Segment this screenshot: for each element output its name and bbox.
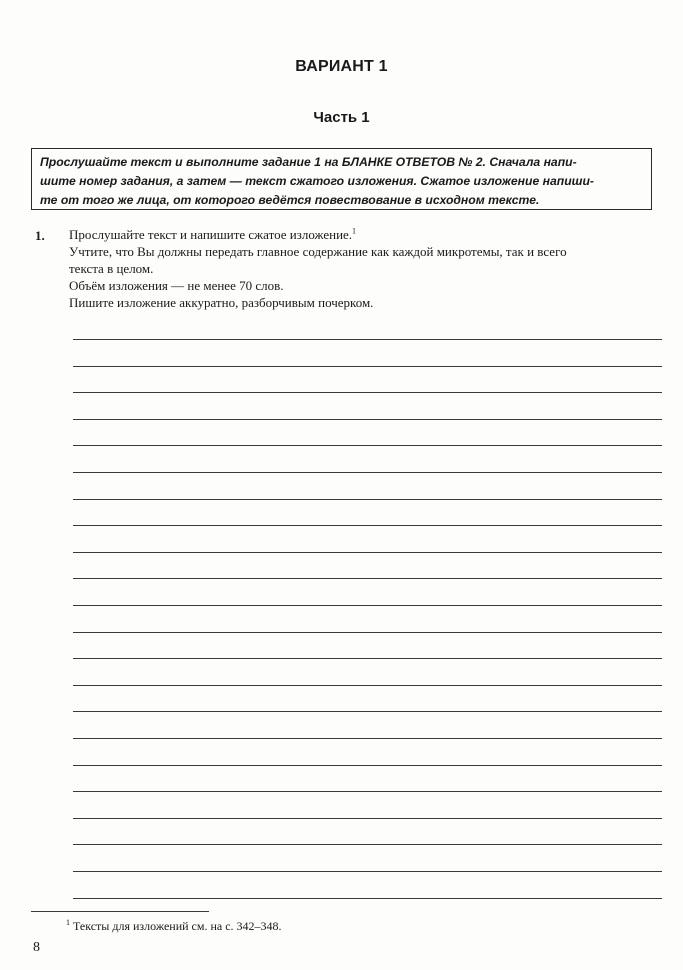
writing-line — [73, 552, 662, 553]
writing-line — [73, 791, 662, 792]
footnote — [66, 919, 282, 934]
writing-line — [73, 632, 662, 633]
variant-title: ВАРИАНТ 1 — [295, 58, 388, 75]
task-line-1-text: Прослушайте текст и напишите сжатое изложение. — [69, 227, 353, 242]
writing-line — [73, 685, 662, 686]
writing-line — [73, 711, 662, 712]
instruction-line-3: те от того же лица, от которого ведётся повествование в исходном тексте. — [40, 193, 540, 207]
writing-line — [73, 472, 662, 473]
writing-line — [73, 738, 662, 739]
instruction-line-2: шите номер задания, а затем — текст сжатого изложения. Сжатое изложение напиши- — [40, 174, 594, 188]
writing-line — [73, 898, 662, 899]
writing-line — [73, 765, 662, 766]
task-line-3: текста в целом. — [69, 261, 154, 276]
footnote-number: 1 — [66, 918, 70, 927]
instruction-line-1: Прослушайте текст и выполните задание 1 на БЛАНКЕ ОТВЕТОВ № 2. Сначала напи- — [40, 155, 577, 169]
writing-line — [73, 339, 662, 340]
writing-line — [73, 578, 662, 579]
writing-line — [73, 818, 662, 819]
task-number: 1. — [35, 228, 45, 243]
footnote-text: Тексты для изложений см. на с. 342–348. — [73, 919, 282, 933]
writing-line — [73, 605, 662, 606]
task-body — [69, 226, 665, 311]
footnote-rule — [31, 911, 209, 912]
writing-line — [73, 419, 662, 420]
writing-line — [73, 658, 662, 659]
task-line-5: Пишите изложение аккуратно, разборчивым почерком. — [69, 295, 374, 310]
writing-line — [73, 392, 662, 393]
instruction-box — [31, 148, 652, 210]
writing-line — [73, 871, 662, 872]
part-title: Часть 1 — [313, 109, 370, 126]
writing-line — [73, 525, 662, 526]
task-line-4: Объём изложения — не менее 70 слов. — [69, 278, 284, 293]
writing-line — [73, 445, 662, 446]
writing-line — [73, 499, 662, 500]
task-line-1 — [69, 226, 665, 243]
footnote-mark: 1 — [352, 226, 357, 236]
writing-line — [73, 366, 662, 367]
page-number: 8 — [33, 940, 40, 955]
writing-line — [73, 844, 662, 845]
task-line-2: Учтите, что Вы должны передать главное содержание как каждой микротемы, так и всего — [69, 244, 567, 259]
